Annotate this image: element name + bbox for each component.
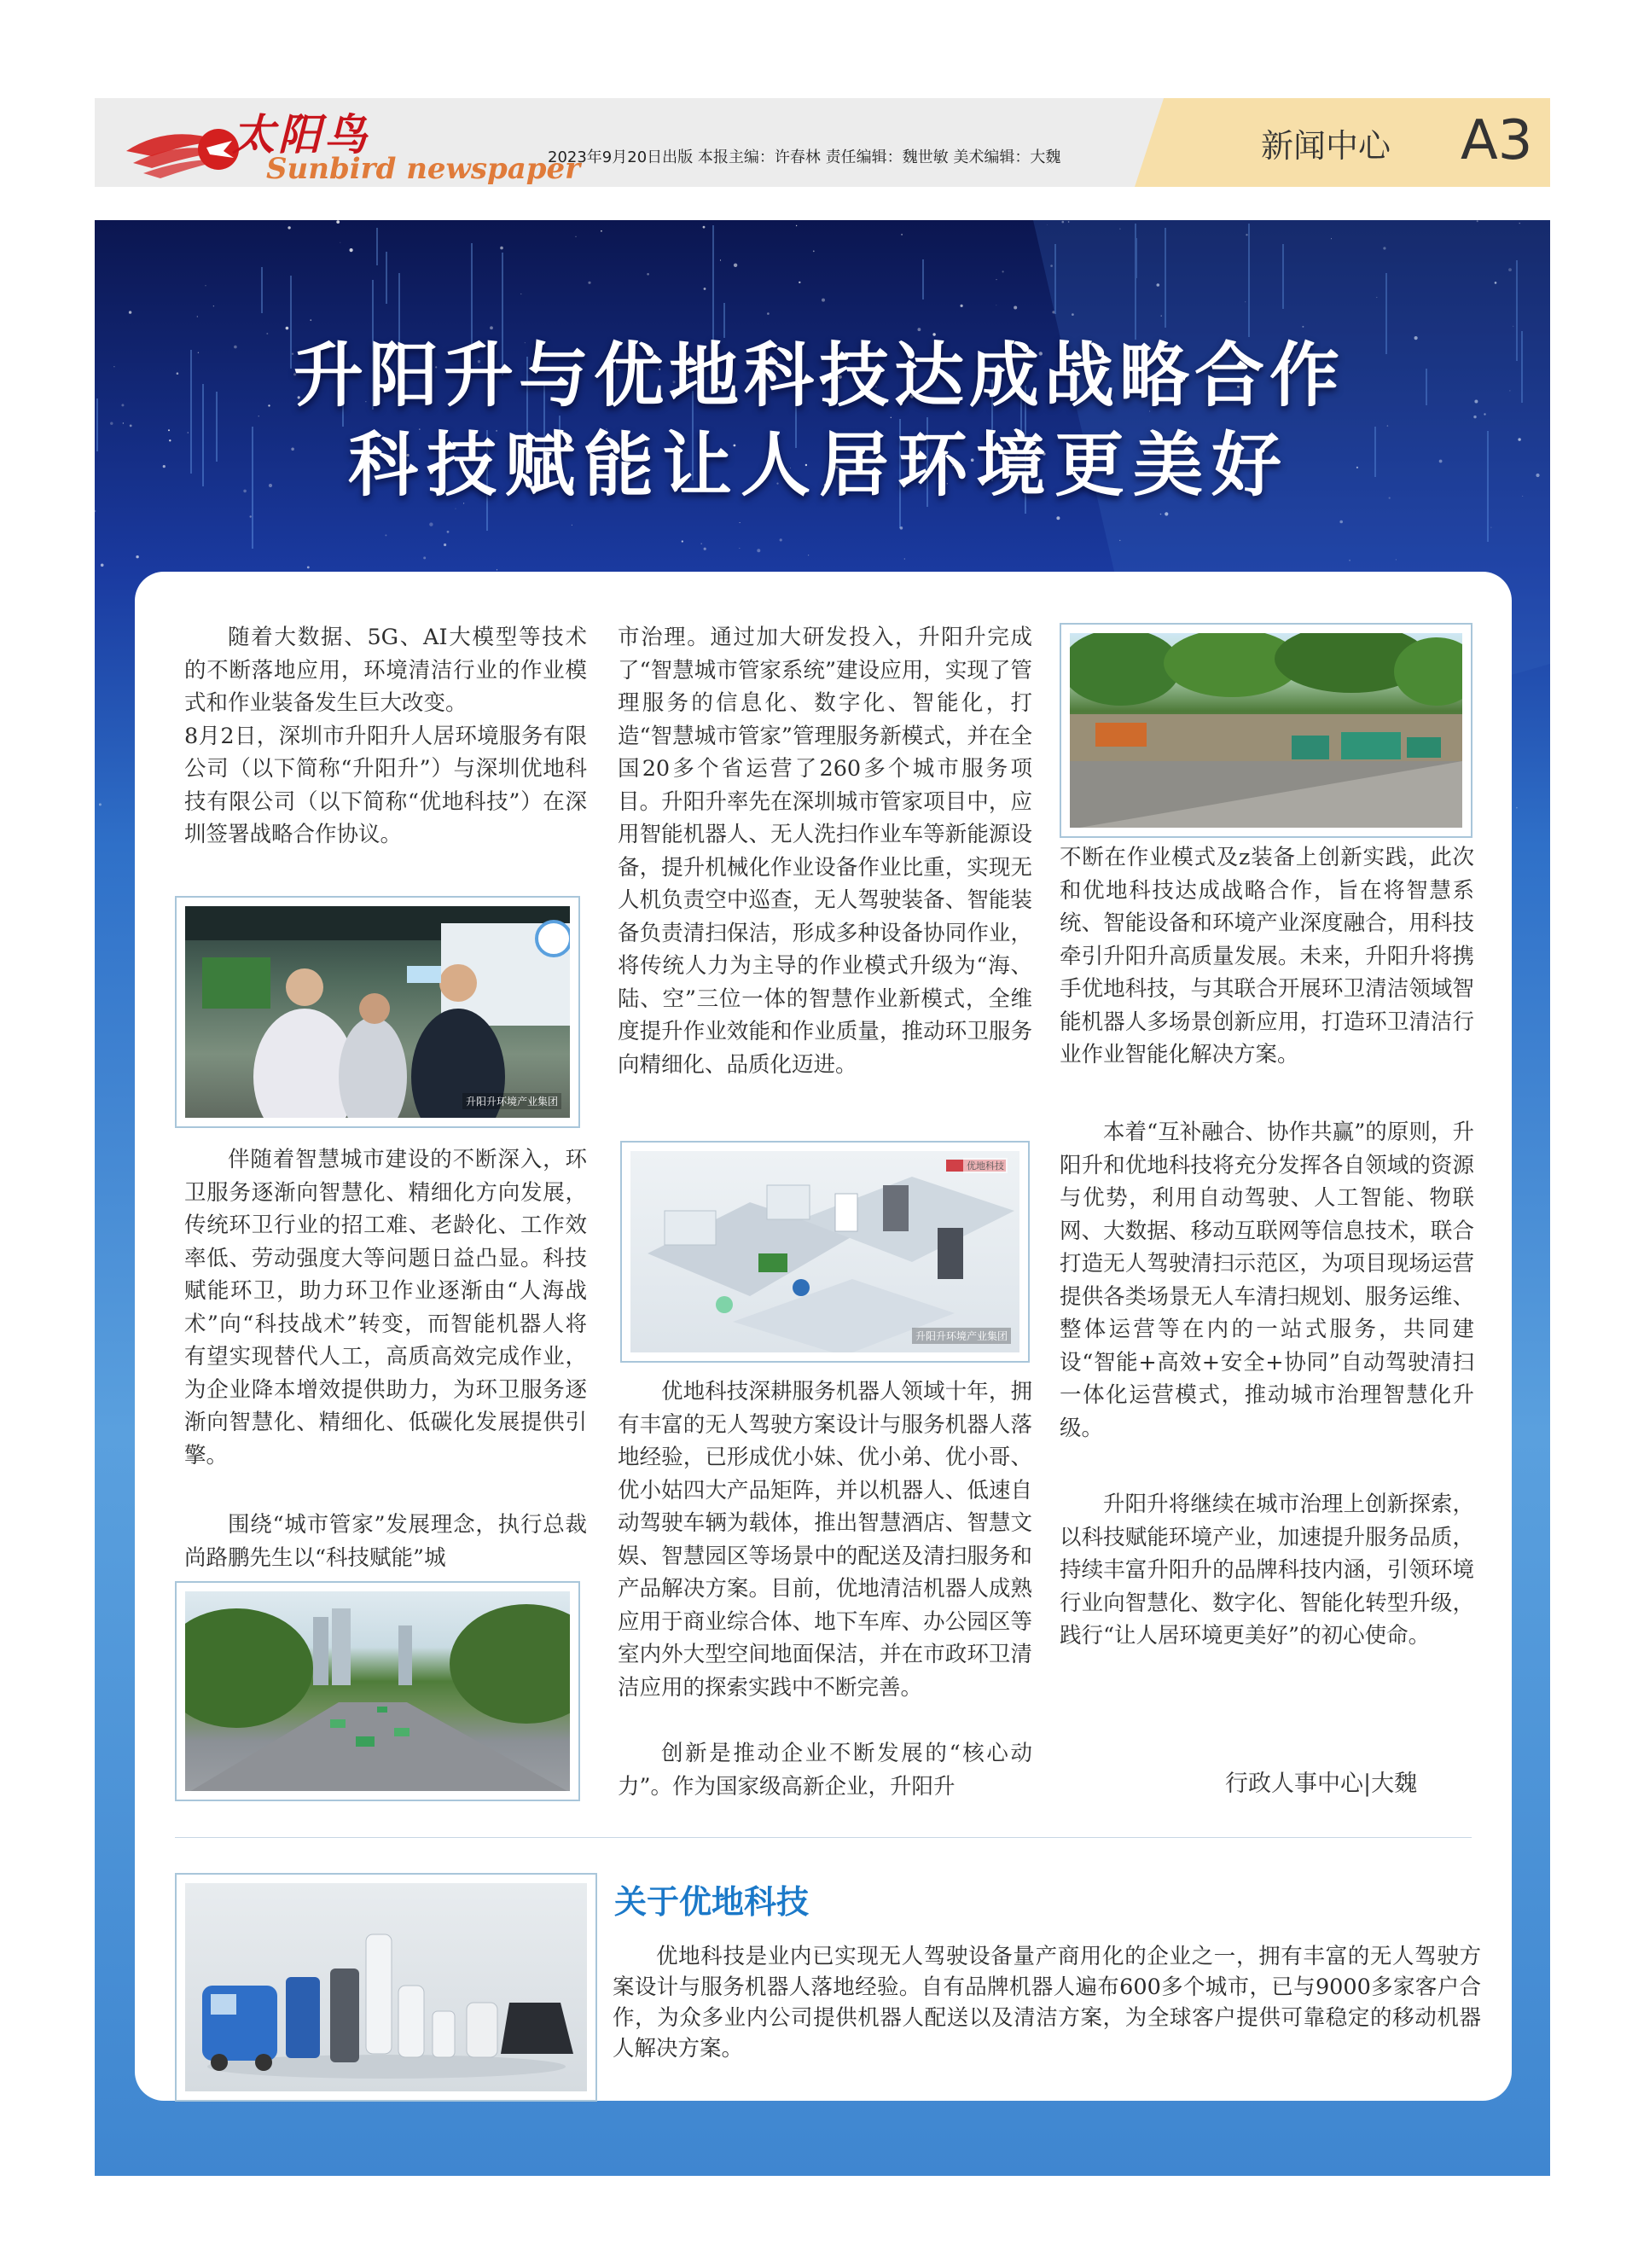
headline-line-1: 升阳升与优地科技达成战略合作	[293, 335, 1345, 416]
article-column-1c	[184, 1509, 587, 1574]
article-column-2c	[618, 1737, 1032, 1803]
paragraph: 不断在作业模式及z装备上创新实践，此次和优地科技达成战略合作，旨在将智慧系统、智能设备和环境产业深度融合，用科技牵引升阳升高质量发展。未来，升阳升将携手优地科技，与其联合开展环卫清洁领域智能机器人多场景创新应用，打造环卫清洁行业作业智能化解决方案。	[1060, 845, 1474, 1067]
photo-street-sweepers	[1060, 623, 1472, 838]
paragraph: 围绕“城市管家”发展理念，执行总裁尚路鹏先生以“科技赋能”城	[184, 1512, 587, 1571]
paragraph: 升阳升将继续在城市治理上创新探索，以科技赋能环境产业，加速提升服务品质，持续丰富升阳升的品牌科技内涵，引领环境行业向智慧化、数字化、智能化转型升级，践行“让人居环境更美好”的初心使命。	[1060, 1492, 1474, 1649]
section-divider	[175, 1837, 1472, 1838]
photo-expo-visit	[175, 896, 580, 1128]
article-column-3c	[1060, 1488, 1474, 1653]
section-name: 新闻中心	[1261, 127, 1391, 165]
paragraph: 8月2日，深圳市升阳升人居环境服务有限公司（以下简称“升阳升”）与深圳优地科技有限公司（以下简称“优地科技”）在深圳签署战略合作协议。	[184, 723, 587, 847]
article-column-3b	[1060, 1116, 1474, 1445]
paragraph: 伴随着智慧城市建设的不断深入，环卫服务逐渐向智慧化、精细化方向发展，传统环卫行业的招工难、老龄化、工作效率低、劳动强度大等问题日益凸显。科技赋能环卫，助力环卫作业逐渐由“人海战术”向“科技战术”转变，而智能机器人将有望实现替代人工，高质高效完成作业，为企业降本增效提供助力，为环卫服务逐渐向智慧化、精细化、低碳化发展提供引擎。	[184, 1147, 587, 1468]
photo-robot-scene-render	[620, 1141, 1030, 1363]
paragraph: 优地科技是业内已实现无人驾驶设备量产商用化的企业之一，拥有丰富的无人驾驶方案设计与服务机器人落地经验。自有品牌机器人遍布600多个城市，已与9000多家客户合作，为众多业内公司提供机器人配送以及清洁方案，为全球客户提供可靠稳定的移动机器人解决方案。	[613, 1944, 1481, 2062]
render-logo: 优地科技	[963, 1158, 1008, 1173]
about-heading: 关于优地科技	[614, 1883, 810, 1921]
photo-watermark: 升阳升环境产业集团	[912, 1328, 1011, 1344]
page-number: A3	[1461, 109, 1533, 172]
photo-robot-lineup	[175, 1873, 597, 2102]
article-column-3a	[1060, 841, 1474, 1072]
paragraph: 随着大数据、5G、AI大模型等技术的不断落地应用，环境清洁行业的作业模式和作业装备发生巨大改变。	[184, 625, 587, 716]
paragraph: 优地科技深耕服务机器人领域十年，拥有丰富的无人驾驶方案设计与服务机器人落地经验，已形成优小妹、优小弟、优小哥、优小姑四大产品矩阵，并以机器人、低速自动驾驶车辆为载体，推出智慧酒店、智慧文娱、智慧园区等场景中的配送及清扫服务和产品解决方案。目前，优地清洁机器人成熟应用于商业综合体、地下车库、办公园区等室内外大型空间地面保洁，并在市政环卫清洁应用的探索实践中不断完善。	[618, 1379, 1032, 1701]
paragraph: 市治理。通过加大研发投入，升阳升完成了“智慧城市管家系统”建设应用，实现了管理服务的信息化、数字化、智能化，打造“智慧城市管家”管理服务新模式，并在全国20多个省运营了260多个城市服务项目。升阳升率先在深圳城市管家项目中，应用智能机器人、无人洗扫作业车等新能源设备，提升机械化作业设备作业比重，实现无人机负责空中巡查，无人驾驶装备、智能装备负责清扫保洁，形成多种设备协同作业，将传统人力为主导的作业模式升级为“海、陆、空”三位一体的智慧作业新模式，全维度提升作业效能和作业质量，推动环卫服务向精细化、品质化迈进。	[618, 625, 1032, 1078]
paragraph: 创新是推动企业不断发展的“核心动力”。作为国家级高新企业，升阳升	[618, 1741, 1032, 1800]
article-column-1b	[184, 1143, 587, 1472]
logo-english-name: Sunbird newspaper	[266, 152, 581, 186]
photo-watermark: 升阳升环境产业集团	[462, 1093, 561, 1109]
article-column-2b	[618, 1375, 1032, 1704]
about-body	[613, 1941, 1481, 2064]
headline-line-2: 科技赋能让人居环境更美好	[347, 425, 1290, 506]
article-column-2a	[618, 621, 1032, 1081]
logo-chinese-name: 太阳鸟	[232, 109, 370, 160]
publication-info: 2023年9月20日出版 本报主编：许春林 责任编辑：魏世敏 美术编辑：大魏	[548, 148, 1061, 166]
byline: 行政人事中心|大魏	[1225, 1771, 1418, 1797]
article-column-1a	[184, 621, 587, 852]
paragraph: 本着“互补融合、协作共赢”的原则，升阳升和优地科技将充分发挥各自领域的资源与优势，利用自动驾驶、人工智能、物联网、大数据、移动互联网等信息技术，联合打造无人驾驶清扫示范区，为项目现场运营提供各类场景无人车清扫规划、服务运维、整体运营等在内的一站式服务，共同建设“智能+高效+安全+协同”自动驾驶清扫一体化运营模式，推动城市治理智慧化升级。	[1060, 1119, 1474, 1441]
photo-city-avenue	[175, 1581, 580, 1801]
